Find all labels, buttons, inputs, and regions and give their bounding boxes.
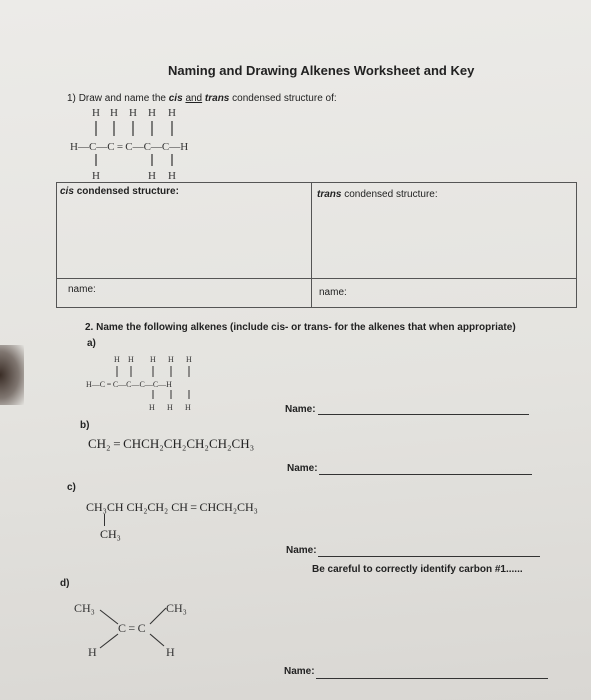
q2d-right-bottom-h: H [166, 645, 175, 659]
question-1-prefix: Draw and name the [78, 93, 166, 104]
q2c-name-label: Name: [286, 545, 317, 556]
q2d-structural-formula [74, 596, 204, 660]
q2a-top-h-2: H [128, 355, 134, 364]
page-title: Naming and Drawing Alkenes Worksheet and Key [168, 63, 475, 78]
thumb-shadow [0, 345, 24, 405]
trans-name-field[interactable]: name: [319, 287, 347, 298]
cis-header-rest: condensed structure: [76, 186, 179, 197]
trans-header-rest: condensed structure: [344, 189, 438, 200]
q1-top-h-2: H [110, 107, 118, 119]
q2d-left-top-group: CH₃ [74, 601, 95, 615]
q2b-label: b) [80, 420, 90, 431]
q2a-label: a) [87, 338, 96, 349]
q2c-note: Be careful to correctly identify carbon #1...... [312, 564, 523, 575]
cis-header[interactable] [60, 186, 179, 197]
q1-top-h-5: H [168, 107, 176, 119]
cis-name-field[interactable]: name: [68, 284, 96, 295]
table-name-row-line [56, 278, 576, 279]
q2a-top-h-1: H [114, 355, 120, 364]
q2d-double-bond-center: C = C [118, 621, 146, 635]
q2c-branch: CH₃ [100, 527, 121, 541]
q2a-bottom-h-1: H [149, 403, 155, 412]
trans-word: trans [204, 93, 230, 104]
q2c-label: c) [67, 482, 76, 493]
q1-bottom-h-3: H [168, 170, 176, 182]
q2d-name-label: Name: [284, 666, 315, 677]
question-1-prompt [67, 93, 337, 104]
trans-header[interactable] [317, 189, 438, 200]
and-word: and [185, 93, 203, 104]
q1-top-h-1: H [92, 107, 100, 119]
q2b-name-label: Name: [287, 463, 318, 474]
q2b-formula: CH₂ = CHCH₂CH₂CH₂CH₂CH₃ [88, 436, 255, 451]
cis-header-italic: cis [60, 186, 74, 197]
q1-bottom-h-1: H [92, 170, 100, 182]
cis-word: cis [168, 93, 183, 104]
q2a-structural-formula [86, 352, 226, 416]
q2d-left-bottom-h: H [88, 645, 97, 659]
q1-top-h-4: H [148, 107, 156, 119]
q2c-name-answer-line[interactable] [318, 556, 540, 557]
question-1-number: 1) [67, 93, 76, 104]
question-2-instruction: 2. Name the following alkenes (include cis- or trans- for the alkenes that when appropriate) [85, 322, 516, 333]
table-divider [311, 182, 312, 307]
q2d-label: d) [60, 578, 70, 589]
q2a-carbon-chain: H—C = C—C—C—C—H [86, 380, 172, 389]
q1-structural-formula [70, 104, 250, 182]
question-1-suffix: condensed structure of: [232, 93, 337, 104]
q1-carbon-chain: H—C—C = C—C—C—H [70, 141, 189, 153]
q1-answer-table [56, 182, 577, 308]
q2a-top-h-5: H [186, 355, 192, 364]
q1-bottom-h-2: H [148, 170, 156, 182]
q2a-bottom-h-2: H [167, 403, 173, 412]
q1-top-h-3: H [129, 107, 137, 119]
q2a-top-h-4: H [168, 355, 174, 364]
q2c-branch-bond [104, 514, 105, 526]
q2d-name-answer-line[interactable] [316, 678, 548, 679]
q2c-formula: CH₃CH CH₂CH₂ CH = CHCH₂CH₃ [86, 500, 258, 514]
q2d-right-top-group: CH₃ [166, 601, 187, 615]
q2a-top-h-3: H [150, 355, 156, 364]
q2b-name-answer-line[interactable] [319, 474, 532, 475]
trans-header-italic: trans [317, 189, 342, 200]
q2a-name-answer-line[interactable] [318, 414, 529, 415]
q2a-bottom-h-3: H [185, 403, 191, 412]
q2a-name-label: Name: [285, 404, 316, 415]
